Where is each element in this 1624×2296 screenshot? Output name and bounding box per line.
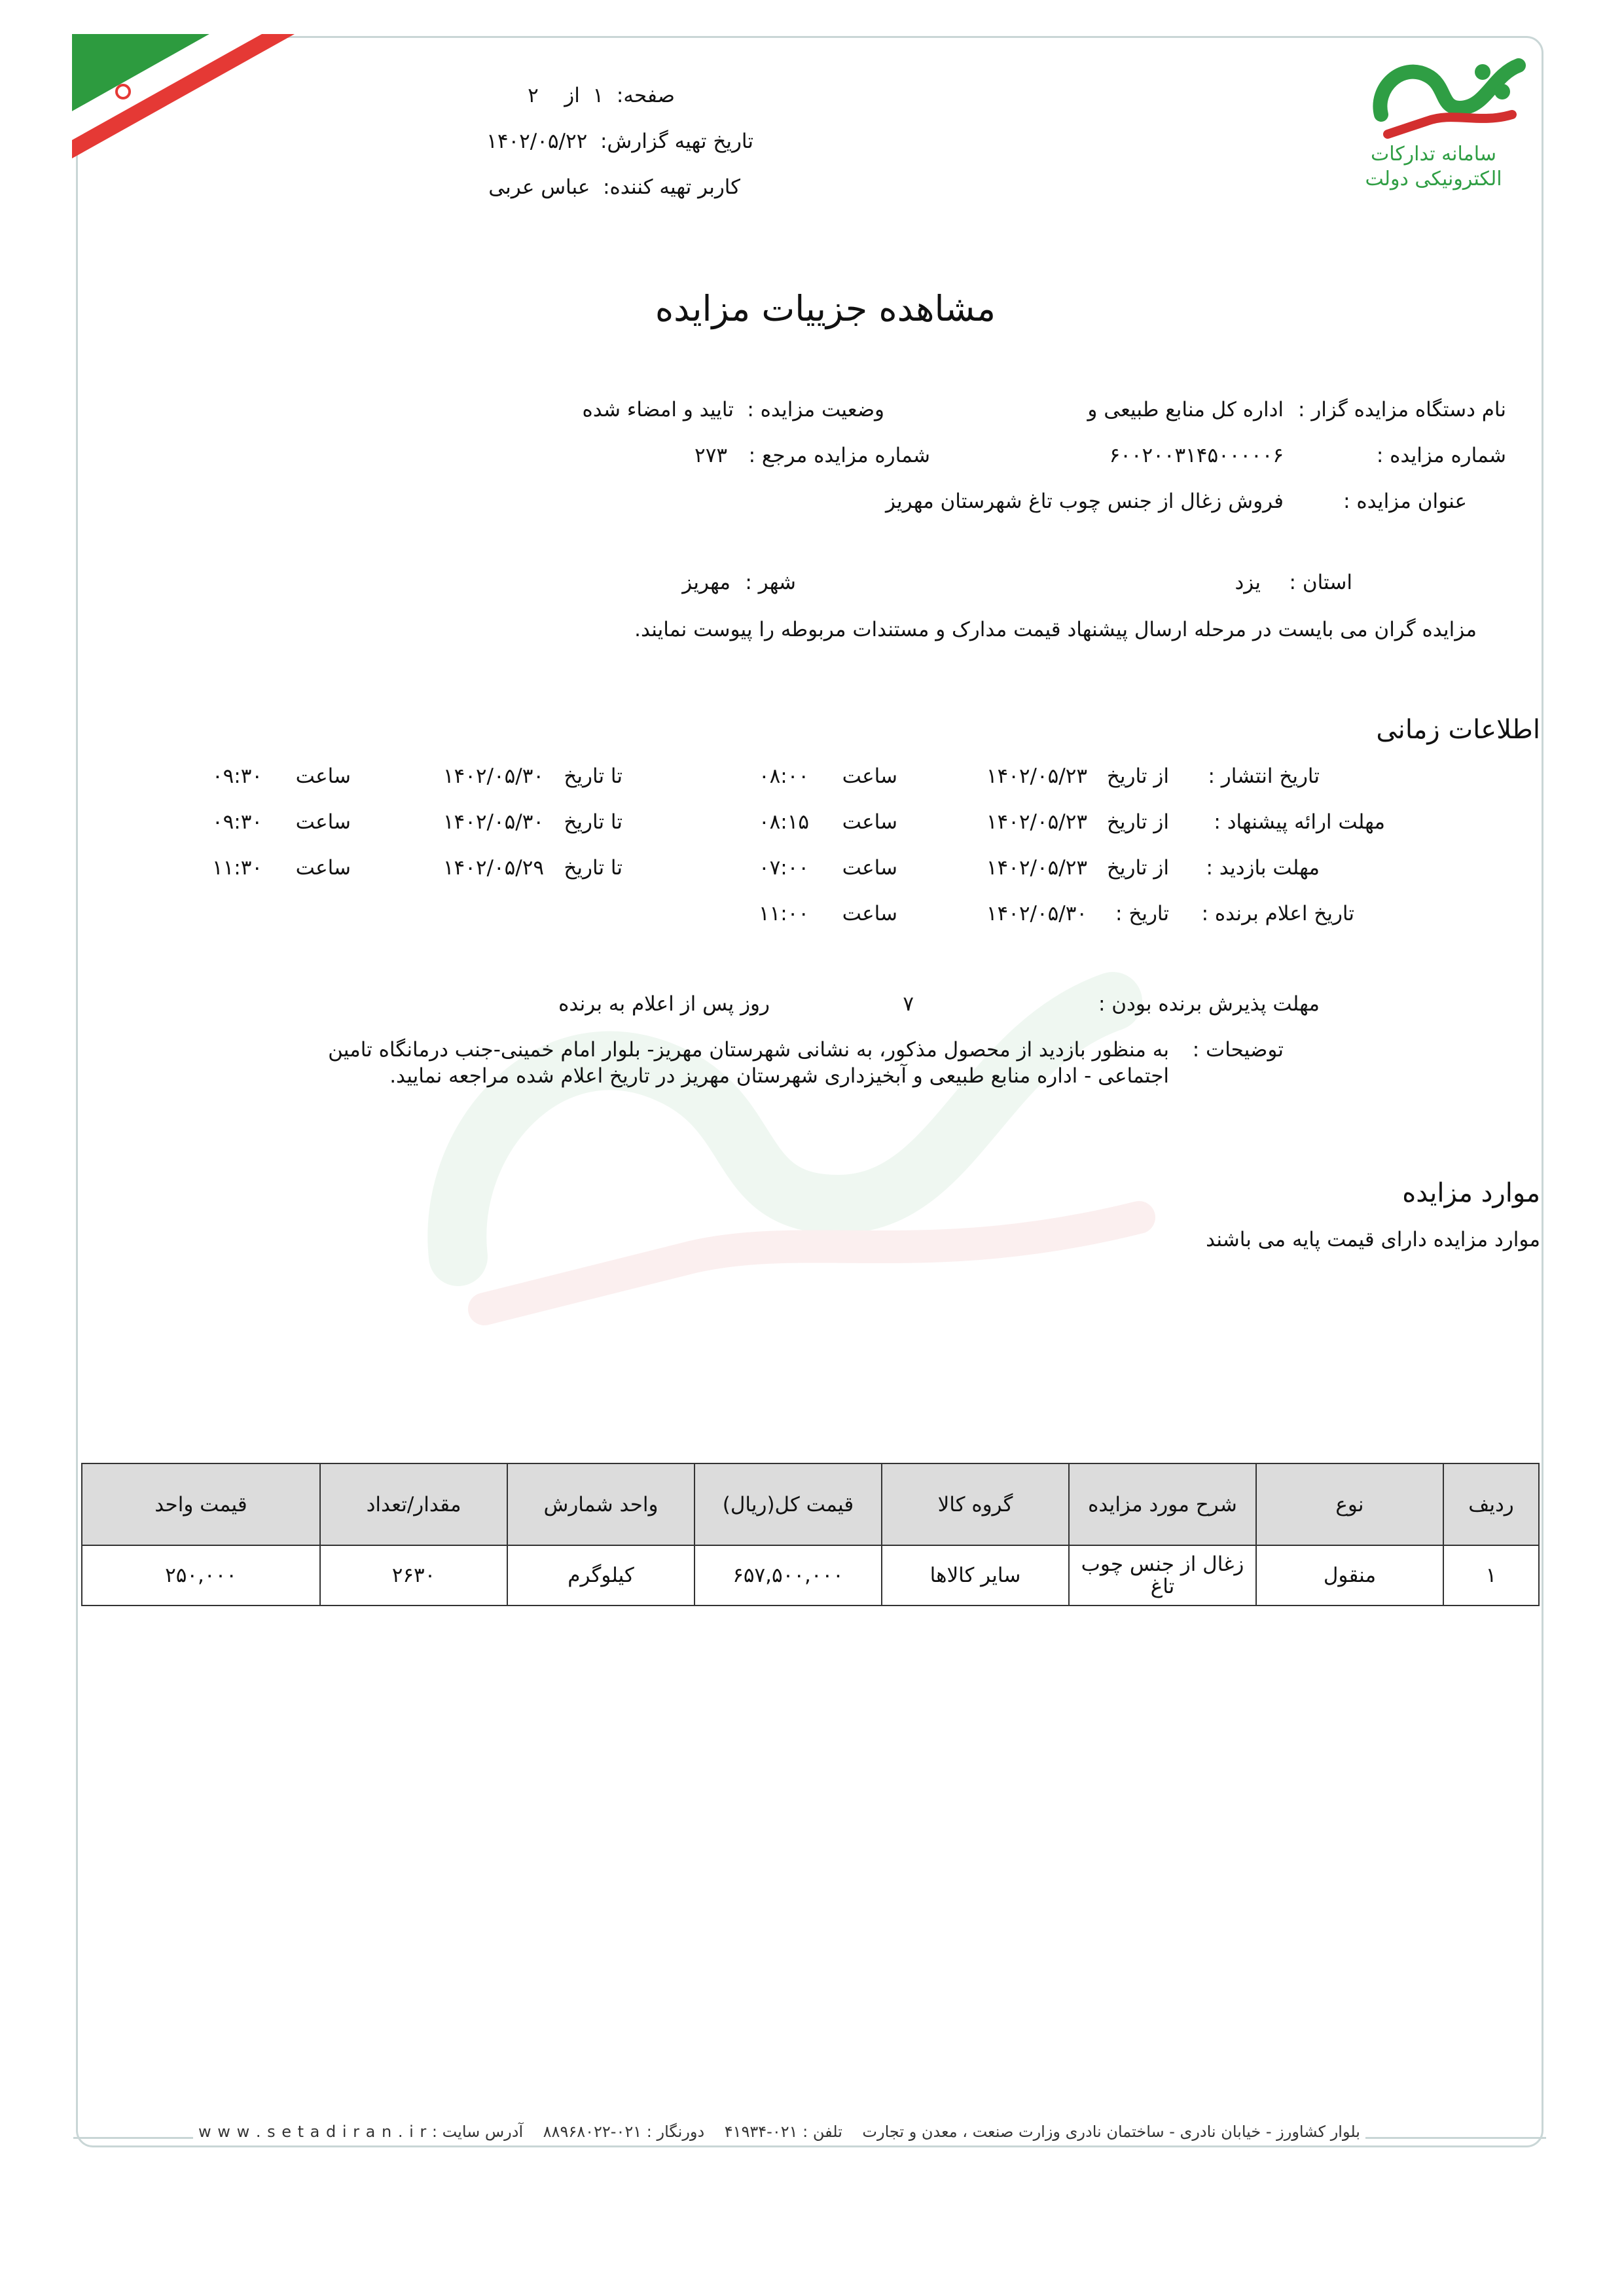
col-header: گروه کالا bbox=[882, 1463, 1069, 1545]
to-time: ۱۱:۳۰ bbox=[211, 856, 262, 880]
page-title: مشاهده جزییات مزایده bbox=[655, 288, 996, 329]
col-header: ردیف bbox=[1443, 1463, 1539, 1545]
cell-total-price: ۶۵۷,۵۰۰,۰۰۰ bbox=[695, 1545, 882, 1605]
time-label: ساعت bbox=[842, 810, 897, 834]
col-header: شرح مورد مزایده bbox=[1069, 1463, 1256, 1545]
to-date: ۱۴۰۲/۰۵/۲۹ bbox=[442, 856, 544, 880]
to-label: تا تاریخ bbox=[564, 764, 623, 788]
table-header-row bbox=[82, 1463, 1539, 1545]
province-label: استان : bbox=[1289, 571, 1352, 594]
org-value: اداره کل منابع طبیعی و bbox=[1087, 398, 1284, 422]
from-date: ۱۴۰۲/۰۵/۲۳ bbox=[986, 764, 1087, 788]
from-label: از تاریخ bbox=[1106, 810, 1169, 834]
subject-label: عنوان مزایده : bbox=[1343, 490, 1467, 513]
desc-line-1: به منظور بازدید از محصول مذکور، به نشانی شهرستان مهریز- بلوار امام خمینی-جنب درمانگاه تامین bbox=[328, 1038, 1169, 1062]
timing-row-label: مهلت ارائه پیشنهاد : bbox=[1214, 810, 1385, 834]
items-table bbox=[81, 1463, 1540, 1606]
desc-label: توضیحات : bbox=[1192, 1038, 1284, 1062]
to-time: ۰۹:۳۰ bbox=[211, 764, 262, 788]
timing-row-label: تاریخ انتشار : bbox=[1208, 764, 1320, 788]
city-value: مهریز bbox=[682, 571, 731, 594]
from-time: ۰۷:۰۰ bbox=[758, 856, 809, 880]
from-date: ۱۴۰۲/۰۵/۲۳ bbox=[986, 810, 1087, 834]
timing-heading: اطلاعات زمانی bbox=[1376, 715, 1540, 745]
page-number: صفحه: ۱ از ۲ bbox=[528, 84, 675, 107]
items-subheading: موارد مزایده دارای قیمت پایه می باشند bbox=[1206, 1228, 1540, 1251]
to-time-label: ساعت bbox=[295, 856, 351, 880]
winner-date: ۱۴۰۲/۰۵/۳۰ bbox=[986, 902, 1087, 925]
to-time-label: ساعت bbox=[295, 810, 351, 834]
ref-label: شماره مزایده مرجع : bbox=[748, 444, 930, 467]
to-date: ۱۴۰۲/۰۵/۳۰ bbox=[442, 764, 544, 788]
to-time: ۰۹:۳۰ bbox=[211, 810, 262, 834]
acceptance-label: مهلت پذیرش برنده بودن : bbox=[1098, 992, 1320, 1016]
org-label: نام دستگاه مزایده گزار : bbox=[1298, 398, 1506, 422]
province-value: یزد bbox=[1235, 571, 1261, 594]
watermark-logo-icon bbox=[419, 890, 1204, 1348]
number-value: ۶۰۰۲۰۰۳۱۴۵۰۰۰۰۰۶ bbox=[1109, 444, 1284, 467]
col-header: واحد شمارش bbox=[507, 1463, 695, 1545]
from-time: ۰۸:۱۵ bbox=[758, 810, 809, 834]
timing-row-label: مهلت بازدید : bbox=[1206, 856, 1320, 880]
to-label: تا تاریخ bbox=[564, 856, 623, 880]
status-label: وضعیت مزایده : bbox=[747, 398, 884, 422]
site-link[interactable]: w w w . s e t a d i r a n . i r bbox=[198, 2123, 427, 2141]
desc-line-2: اجتماعی - اداره منابع طبیعی و آبخیزداری شهرستان مهریز در تاریخ اعلام شده مراجعه نمایید. bbox=[389, 1064, 1169, 1088]
acceptance-unit: روز پس از اعلام به برنده bbox=[558, 992, 770, 1016]
bidder-note: مزایده گران می بایست در مرحله ارسال پیشنهاد قیمت مدارک و مستندات مربوطه را پیوست نمایند. bbox=[634, 618, 1477, 641]
winner-date-label: تاریخ : bbox=[1115, 902, 1169, 925]
cell-type: منقول bbox=[1256, 1545, 1443, 1605]
to-label: تا تاریخ bbox=[564, 810, 623, 834]
col-header: نوع bbox=[1256, 1463, 1443, 1545]
table-row bbox=[82, 1545, 1539, 1605]
cell-description: زغال از جنس چوب تاغ bbox=[1069, 1545, 1256, 1605]
number-label: شماره مزایده : bbox=[1376, 444, 1506, 467]
from-date: ۱۴۰۲/۰۵/۲۳ bbox=[986, 856, 1087, 880]
setad-logo-icon bbox=[1362, 36, 1551, 213]
svg-text:الکترونیکی دولت: الکترونیکی دولت bbox=[1365, 168, 1502, 190]
cell-unit: کیلوگرم bbox=[507, 1545, 695, 1605]
col-header: قیمت واحد bbox=[82, 1463, 320, 1545]
cell-quantity: ۲۶۳۰ bbox=[320, 1545, 507, 1605]
from-label: از تاریخ bbox=[1106, 764, 1169, 788]
footer-address: بلوار کشاورز - خیابان نادری - ساختمان نادری وزارت صنعت ، معدن و تجارت تلفن : ۰۲۱-۴۱۹۳۴ دورنگار : ۰۲۱-۸۸۹۶۸۰۲۲ آدرس سایت : w w w . s e t a d i r a n . i r bbox=[193, 2123, 1365, 2141]
report-user: کاربر تهیه کننده: عباس عربی bbox=[488, 175, 740, 199]
cell-unit-price: ۲۵۰,۰۰۰ bbox=[82, 1545, 320, 1605]
flag-ribbon-icon bbox=[72, 34, 295, 158]
cell-group: سایر کالاها bbox=[882, 1545, 1069, 1605]
from-time: ۰۸:۰۰ bbox=[758, 764, 809, 788]
acceptance-value: ۷ bbox=[903, 992, 914, 1016]
report-date: تاریخ تهیه گزارش: ۱۴۰۲/۰۵/۲۲ bbox=[486, 130, 753, 153]
winner-time: ۱۱:۰۰ bbox=[758, 902, 809, 925]
city-label: شهر : bbox=[745, 571, 796, 594]
items-heading: موارد مزایده bbox=[1402, 1178, 1540, 1208]
subject-value: فروش زغال از جنس چوب تاغ شهرستان مهریز bbox=[885, 490, 1284, 513]
ref-value: ۲۷۳ bbox=[695, 444, 727, 467]
svg-text:سامانه تدارکات: سامانه تدارکات bbox=[1370, 143, 1497, 166]
to-date: ۱۴۰۲/۰۵/۳۰ bbox=[442, 810, 544, 834]
cell-row-number: ۱ bbox=[1443, 1545, 1539, 1605]
winner-time-label: ساعت bbox=[842, 902, 897, 925]
to-time-label: ساعت bbox=[295, 764, 351, 788]
col-header: قیمت کل(ریال) bbox=[695, 1463, 882, 1545]
winner-label: تاریخ اعلام برنده : bbox=[1201, 902, 1354, 925]
col-header: مقدار/تعداد bbox=[320, 1463, 507, 1545]
status-value: تایید و امضاء شده bbox=[582, 398, 734, 422]
time-label: ساعت bbox=[842, 856, 897, 880]
time-label: ساعت bbox=[842, 764, 897, 788]
from-label: از تاریخ bbox=[1106, 856, 1169, 880]
